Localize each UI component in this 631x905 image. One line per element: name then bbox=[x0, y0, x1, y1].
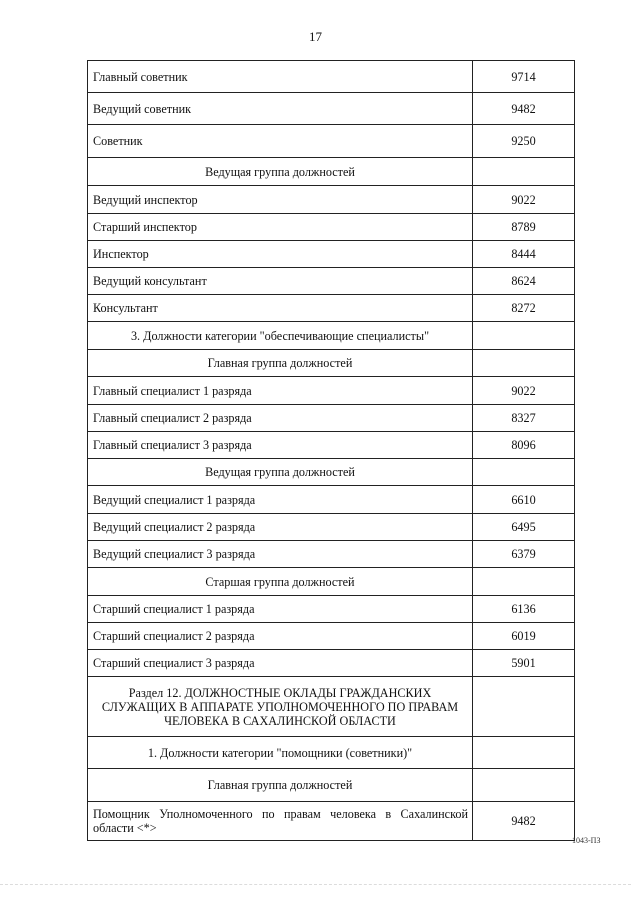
salary-value: 9022 bbox=[473, 186, 575, 214]
table-row bbox=[88, 405, 575, 432]
table-row bbox=[88, 432, 575, 459]
group-heading: Ведущая группа должностей bbox=[88, 459, 473, 486]
page-number: 17 bbox=[309, 29, 322, 44]
salary-value bbox=[473, 677, 575, 737]
position-name: Ведущий специалист 2 разряда bbox=[88, 514, 473, 541]
position-name: Инспектор bbox=[88, 241, 473, 268]
category-heading-row bbox=[88, 322, 575, 350]
salary-value: 8444 bbox=[473, 241, 575, 268]
position-name: Старший специалист 1 разряда bbox=[88, 596, 473, 623]
table-row bbox=[88, 541, 575, 568]
salary-value bbox=[473, 158, 575, 186]
salary-value: 8789 bbox=[473, 214, 575, 241]
position-name: Главный специалист 1 разряда bbox=[88, 377, 473, 405]
position-name: Ведущий специалист 1 разряда bbox=[88, 486, 473, 514]
salary-value: 6019 bbox=[473, 623, 575, 650]
salary-value: 9250 bbox=[473, 125, 575, 158]
salary-value bbox=[473, 350, 575, 377]
table-row bbox=[88, 596, 575, 623]
position-name: Старший специалист 2 разряда bbox=[88, 623, 473, 650]
salary-table bbox=[87, 60, 575, 841]
salary-value: 8327 bbox=[473, 405, 575, 432]
table-row bbox=[88, 802, 575, 841]
salary-value: 6610 bbox=[473, 486, 575, 514]
position-name: Помощник Уполномоченного по правам человека в Сахалинской области <*> bbox=[88, 802, 473, 841]
salary-value: 8096 bbox=[473, 432, 575, 459]
position-name: Главный специалист 2 разряда bbox=[88, 405, 473, 432]
table-row bbox=[88, 93, 575, 125]
salary-value: 5901 bbox=[473, 650, 575, 677]
table-row bbox=[88, 214, 575, 241]
group-heading-row bbox=[88, 459, 575, 486]
position-name: Советник bbox=[88, 125, 473, 158]
group-heading: Главная группа должностей bbox=[88, 350, 473, 377]
document-code: 1043-ПЗ bbox=[572, 836, 601, 845]
table-row bbox=[88, 186, 575, 214]
table-row bbox=[88, 514, 575, 541]
salary-value: 8624 bbox=[473, 268, 575, 295]
group-heading-row bbox=[88, 158, 575, 186]
position-name: Ведущий специалист 3 разряда bbox=[88, 541, 473, 568]
group-heading-row bbox=[88, 568, 575, 596]
table-row bbox=[88, 125, 575, 158]
salary-value: 6379 bbox=[473, 541, 575, 568]
table-row bbox=[88, 623, 575, 650]
group-heading-row bbox=[88, 350, 575, 377]
salary-value: 8272 bbox=[473, 295, 575, 322]
group-heading: Главная группа должностей bbox=[88, 769, 473, 802]
salary-value bbox=[473, 568, 575, 596]
position-name: Старший инспектор bbox=[88, 214, 473, 241]
salary-value bbox=[473, 769, 575, 802]
section-heading: Раздел 12. ДОЛЖНОСТНЫЕ ОКЛАДЫ ГРАЖДАНСКИХ СЛУЖАЩИХ В АППАРАТЕ УПОЛНОМОЧЕННОГО ПО ПРАВАМ ЧЕЛОВЕКА В САХАЛИНСКОЙ ОБЛАСТИ bbox=[88, 677, 473, 737]
category-heading: 1. Должности категории "помощники (советники)" bbox=[88, 737, 473, 769]
salary-value: 6495 bbox=[473, 514, 575, 541]
salary-value bbox=[473, 737, 575, 769]
salary-value: 9022 bbox=[473, 377, 575, 405]
salary-value bbox=[473, 459, 575, 486]
table-row bbox=[88, 650, 575, 677]
table-row bbox=[88, 61, 575, 93]
position-name: Старший специалист 3 разряда bbox=[88, 650, 473, 677]
group-heading: Старшая группа должностей bbox=[88, 568, 473, 596]
position-name: Ведущий советник bbox=[88, 93, 473, 125]
salary-value: 9482 bbox=[473, 93, 575, 125]
position-name: Ведущий консультант bbox=[88, 268, 473, 295]
group-heading-row bbox=[88, 769, 575, 802]
position-name: Главный советник bbox=[88, 61, 473, 93]
position-name: Главный специалист 3 разряда bbox=[88, 432, 473, 459]
table-row bbox=[88, 241, 575, 268]
salary-value: 6136 bbox=[473, 596, 575, 623]
section-heading-row bbox=[88, 677, 575, 737]
table-row bbox=[88, 295, 575, 322]
position-name: Ведущий инспектор bbox=[88, 186, 473, 214]
salary-value: 9482 bbox=[473, 802, 575, 841]
scan-edge-divider bbox=[0, 884, 631, 888]
category-heading: 3. Должности категории "обеспечивающие специалисты" bbox=[88, 322, 473, 350]
table-row bbox=[88, 268, 575, 295]
position-name: Консультант bbox=[88, 295, 473, 322]
group-heading: Ведущая группа должностей bbox=[88, 158, 473, 186]
salary-value bbox=[473, 322, 575, 350]
table-row bbox=[88, 377, 575, 405]
category-heading-row bbox=[88, 737, 575, 769]
table-row bbox=[88, 486, 575, 514]
salary-value: 9714 bbox=[473, 61, 575, 93]
